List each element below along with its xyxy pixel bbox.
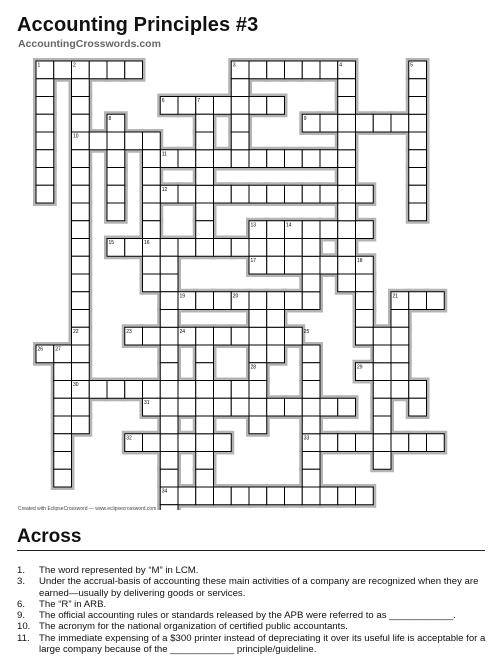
grid-cell[interactable] <box>338 79 356 97</box>
grid-cell[interactable] <box>160 381 178 399</box>
grid-cell[interactable] <box>214 185 232 203</box>
grid-cell[interactable] <box>338 398 356 416</box>
grid-cell[interactable] <box>196 487 214 505</box>
grid-cell[interactable] <box>196 185 214 203</box>
clue-number: 3. <box>17 576 26 588</box>
cell-clue-number: 5 <box>410 62 414 69</box>
cell-clue-number: 25 <box>303 328 310 335</box>
grid-cell[interactable] <box>36 79 54 97</box>
grid-cell[interactable] <box>107 150 125 168</box>
grid-cell[interactable] <box>214 292 232 310</box>
grid-cell[interactable] <box>196 132 214 150</box>
grid-cell[interactable] <box>302 150 320 168</box>
grid-cell[interactable] <box>125 61 143 79</box>
grid-cell[interactable] <box>196 150 214 168</box>
grid-cell[interactable] <box>373 452 391 470</box>
cell-clue-number: 19 <box>179 293 186 300</box>
grid-cell[interactable] <box>373 381 391 399</box>
grid-cell[interactable] <box>36 185 54 203</box>
grid-cell[interactable] <box>302 469 320 487</box>
grid-cell[interactable] <box>249 310 267 328</box>
grid-cell[interactable] <box>196 114 214 132</box>
grid-cell[interactable] <box>267 398 285 416</box>
grid-cell[interactable] <box>285 185 303 203</box>
grid-cell[interactable] <box>178 150 196 168</box>
grid-cell[interactable] <box>320 434 338 452</box>
grid-cell[interactable] <box>160 416 178 434</box>
grid-cell[interactable] <box>267 221 285 239</box>
grid-cell[interactable] <box>356 434 374 452</box>
grid-cell[interactable] <box>231 398 249 416</box>
cell-clue-number: 34 <box>161 488 168 495</box>
grid-cell[interactable] <box>249 97 267 115</box>
grid-cell[interactable] <box>54 61 72 79</box>
grid-cell[interactable] <box>391 434 409 452</box>
cell-clue-number: 24 <box>179 328 186 335</box>
grid-cell[interactable] <box>196 452 214 470</box>
grid-cell[interactable] <box>302 61 320 79</box>
grid-cell[interactable] <box>391 310 409 328</box>
grid-cell[interactable] <box>72 150 90 168</box>
cell-clue-number: 6 <box>161 98 165 104</box>
grid-cell[interactable] <box>249 239 267 257</box>
grid-cell[interactable] <box>285 327 303 345</box>
grid-cell[interactable] <box>72 274 90 292</box>
grid-cell[interactable] <box>409 381 427 399</box>
grid-cell[interactable] <box>72 345 90 363</box>
grid-cell[interactable] <box>320 221 338 239</box>
grid-cell[interactable] <box>160 239 178 257</box>
grid-cell[interactable] <box>302 239 320 257</box>
grid-cell[interactable] <box>107 132 125 150</box>
grid-cell[interactable] <box>160 310 178 328</box>
grid-cell[interactable] <box>267 345 285 363</box>
grid-cell[interactable] <box>125 381 143 399</box>
cell-clue-number: 9 <box>303 115 307 122</box>
grid-cell[interactable] <box>249 381 267 399</box>
grid-cell[interactable] <box>143 256 161 274</box>
puzzle-source: AccountingCrosswords.com <box>18 38 161 50</box>
clue-item <box>17 576 487 599</box>
grid-cell[interactable] <box>214 239 232 257</box>
grid-cell[interactable] <box>267 327 285 345</box>
grid-cell[interactable] <box>409 203 427 221</box>
grid-cell[interactable] <box>302 292 320 310</box>
grid-cell[interactable] <box>409 97 427 115</box>
grid-cell[interactable] <box>196 168 214 186</box>
grid-cell[interactable] <box>214 97 232 115</box>
grid-cell[interactable] <box>320 61 338 79</box>
grid-cell[interactable] <box>427 434 445 452</box>
grid-cell[interactable] <box>160 452 178 470</box>
grid-cell[interactable] <box>160 398 178 416</box>
grid-cell[interactable] <box>160 274 178 292</box>
grid-cell[interactable] <box>338 185 356 203</box>
grid-cell[interactable] <box>267 61 285 79</box>
grid-cell[interactable] <box>143 150 161 168</box>
cell-clue-number: 26 <box>37 346 44 353</box>
grid-cell[interactable] <box>143 185 161 203</box>
grid-cell[interactable] <box>302 221 320 239</box>
grid-cell[interactable] <box>160 292 178 310</box>
grid-cell[interactable] <box>320 487 338 505</box>
grid-cell[interactable] <box>373 363 391 381</box>
grid-cell[interactable] <box>267 239 285 257</box>
grid-cell[interactable] <box>231 381 249 399</box>
grid-cell[interactable] <box>107 185 125 203</box>
grid-cell[interactable] <box>72 310 90 328</box>
grid-cell[interactable] <box>320 398 338 416</box>
grid-cell[interactable] <box>214 398 232 416</box>
clue-number: 1. <box>17 565 26 576</box>
cell-clue-number: 31 <box>144 399 150 406</box>
grid-cell[interactable] <box>214 150 232 168</box>
grid-cell[interactable] <box>196 239 214 257</box>
grid-cell[interactable] <box>373 416 391 434</box>
grid-cell[interactable] <box>89 132 107 150</box>
clue-item <box>17 599 487 610</box>
grid-cell[interactable] <box>338 168 356 186</box>
grid-cell[interactable] <box>196 363 214 381</box>
grid-cell[interactable] <box>338 97 356 115</box>
cell-clue-number: 28 <box>250 364 257 371</box>
grid-cell[interactable] <box>356 487 374 505</box>
grid-cell[interactable] <box>409 398 427 416</box>
grid-cell[interactable] <box>143 434 161 452</box>
grid-cell[interactable] <box>196 416 214 434</box>
clue-item <box>17 610 487 621</box>
grid-cell[interactable] <box>320 256 338 274</box>
grid-cell[interactable] <box>302 363 320 381</box>
grid-cell[interactable] <box>302 416 320 434</box>
grid-cell[interactable] <box>178 381 196 399</box>
grid-cell[interactable] <box>107 381 125 399</box>
grid-cell[interactable] <box>107 203 125 221</box>
grid-cell[interactable] <box>267 487 285 505</box>
grid-cell[interactable] <box>338 487 356 505</box>
cell-clue-number: 2 <box>73 62 76 69</box>
grid-cell[interactable] <box>338 256 356 274</box>
grid-cell[interactable] <box>196 221 214 239</box>
grid-cell[interactable] <box>356 221 374 239</box>
grid-cell[interactable] <box>196 434 214 452</box>
grid-cell[interactable] <box>72 79 90 97</box>
grid-cell[interactable] <box>72 398 90 416</box>
grid-cell[interactable] <box>36 168 54 186</box>
grid-cell[interactable] <box>178 398 196 416</box>
grid-cell[interactable] <box>338 221 356 239</box>
cell-clue-number: 30 <box>73 382 79 388</box>
grid-cell[interactable] <box>214 381 232 399</box>
grid-cell[interactable] <box>36 150 54 168</box>
grid-cell[interactable] <box>178 487 196 505</box>
grid-cell[interactable] <box>196 381 214 399</box>
grid-cell[interactable] <box>143 203 161 221</box>
cell-clue-number: 22 <box>73 328 79 335</box>
grid-cell[interactable] <box>391 345 409 363</box>
grid-cell[interactable] <box>267 310 285 328</box>
grid-cell[interactable] <box>338 114 356 132</box>
puzzle-title: Accounting Principles #3 <box>17 14 259 36</box>
grid-cell[interactable] <box>249 292 267 310</box>
grid-cell[interactable] <box>302 256 320 274</box>
clue-text: The immediate expensing of a $300 printer instead of depreciating it over its useful life is acceptable for a large company because of the ____________ principle/guideline. <box>39 632 486 656</box>
clue-text: The official accounting rules or standards released by the APB were referred to as ____________. <box>39 610 456 622</box>
grid-cell[interactable] <box>54 381 72 399</box>
grid-cell[interactable] <box>302 487 320 505</box>
cell-clue-number: 21 <box>392 293 399 300</box>
grid-cell[interactable] <box>338 239 356 257</box>
cell-clue-number: 23 <box>126 328 132 335</box>
cell-clue-number: 11 <box>161 151 167 158</box>
clue-text: The acronym for the national organization of certified public accountants. <box>39 621 348 633</box>
grid-cell[interactable] <box>72 292 90 310</box>
clue-text: The “R” in ARB. <box>39 598 107 610</box>
cell-clue-number: 10 <box>73 133 79 140</box>
grid-cell[interactable] <box>231 150 249 168</box>
credit-line: Created with EclipseCrossword — www.eclipsecrossword.com <box>18 506 157 512</box>
grid-cell[interactable] <box>178 239 196 257</box>
grid-cell[interactable] <box>249 61 267 79</box>
grid-cell[interactable] <box>54 469 72 487</box>
grid-cell[interactable] <box>338 203 356 221</box>
grid-cell[interactable] <box>54 398 72 416</box>
grid-cell[interactable] <box>214 487 232 505</box>
grid-cell[interactable] <box>72 185 90 203</box>
grid-cell[interactable] <box>178 434 196 452</box>
grid-cell[interactable] <box>160 345 178 363</box>
clue-item <box>17 633 487 656</box>
grid-cell[interactable] <box>409 185 427 203</box>
cell-clue-number: 13 <box>250 222 257 229</box>
grid-cell[interactable] <box>409 292 427 310</box>
grid-cell[interactable] <box>160 256 178 274</box>
grid-cell[interactable] <box>196 203 214 221</box>
grid-cell[interactable] <box>356 274 374 292</box>
grid-cell[interactable] <box>373 327 391 345</box>
grid-cell[interactable] <box>89 381 107 399</box>
grid-cell[interactable] <box>373 398 391 416</box>
grid-cell[interactable] <box>391 381 409 399</box>
grid-cell[interactable] <box>125 132 143 150</box>
grid-cell[interactable] <box>302 345 320 363</box>
grid-cell[interactable] <box>231 97 249 115</box>
grid-cell[interactable] <box>356 114 374 132</box>
grid-cell[interactable] <box>391 114 409 132</box>
cell-clue-number: 17 <box>250 257 257 264</box>
grid-cell[interactable] <box>409 114 427 132</box>
grid-cell[interactable] <box>267 150 285 168</box>
grid-cell[interactable] <box>249 327 267 345</box>
grid-cell[interactable] <box>72 363 90 381</box>
grid-cell[interactable] <box>143 221 161 239</box>
clue-number: 6. <box>17 598 26 610</box>
clue-item <box>17 565 487 576</box>
grid-cell[interactable] <box>196 292 214 310</box>
grid-cell[interactable] <box>373 434 391 452</box>
grid-cell[interactable] <box>160 469 178 487</box>
grid-cell[interactable] <box>249 416 267 434</box>
grid-cell[interactable] <box>356 292 374 310</box>
grid-cell[interactable] <box>178 97 196 115</box>
grid-cell[interactable] <box>72 97 90 115</box>
grid-cell[interactable] <box>249 345 267 363</box>
cell-clue-number: 15 <box>108 240 115 246</box>
clue-text: Under the accrual-basis of accounting these main activities of a company are recognized when they are earned—usually by delivering goods or services. <box>39 576 479 599</box>
grid-cell[interactable] <box>285 487 303 505</box>
grid-cell[interactable] <box>72 114 90 132</box>
grid-cell[interactable] <box>320 114 338 132</box>
clue-item <box>17 621 487 632</box>
grid-cell[interactable] <box>196 398 214 416</box>
cell-clue-number: 27 <box>55 346 61 353</box>
grid-cell[interactable] <box>338 132 356 150</box>
grid-cell[interactable] <box>214 327 232 345</box>
cell-clue-number: 16 <box>144 240 150 246</box>
grid-cell[interactable] <box>320 150 338 168</box>
cell-clue-number: 12 <box>161 186 168 193</box>
grid-cell[interactable] <box>89 61 107 79</box>
grid-cell[interactable] <box>373 114 391 132</box>
grid-cell[interactable] <box>231 132 249 150</box>
grid-cell[interactable] <box>391 363 409 381</box>
cell-clue-number: 14 <box>286 222 292 229</box>
clue-number: 11. <box>17 632 30 644</box>
across-heading: Across <box>17 526 82 547</box>
grid-cell[interactable] <box>54 434 72 452</box>
grid-cell[interactable] <box>231 185 249 203</box>
grid-cell[interactable] <box>143 327 161 345</box>
cell-clue-number: 20 <box>232 293 239 300</box>
grid-cell[interactable] <box>143 168 161 186</box>
grid-cell[interactable] <box>409 79 427 97</box>
grid-cell[interactable] <box>409 150 427 168</box>
clue-number: 9. <box>17 610 26 622</box>
grid-cell[interactable] <box>72 256 90 274</box>
cell-clue-number: 18 <box>357 257 363 264</box>
grid-cell[interactable] <box>231 239 249 257</box>
grid-cell[interactable] <box>338 274 356 292</box>
grid-cell[interactable] <box>249 487 267 505</box>
cell-clue-number: 33 <box>303 435 310 442</box>
grid-cell[interactable] <box>54 416 72 434</box>
grid-cell[interactable] <box>267 185 285 203</box>
grid-cell[interactable] <box>36 114 54 132</box>
grid-cell[interactable] <box>72 203 90 221</box>
grid-cell[interactable] <box>409 132 427 150</box>
grid-cell[interactable] <box>231 327 249 345</box>
grid-cell[interactable] <box>36 97 54 115</box>
grid-cell[interactable] <box>54 363 72 381</box>
grid-cell[interactable] <box>285 256 303 274</box>
grid-cell[interactable] <box>285 398 303 416</box>
grid-cell[interactable] <box>338 150 356 168</box>
grid-cell[interactable] <box>285 61 303 79</box>
grid-cell[interactable] <box>249 150 267 168</box>
grid-cell[interactable] <box>231 114 249 132</box>
cell-clue-number: 4 <box>339 62 343 69</box>
grid-cell[interactable] <box>356 327 374 345</box>
grid-cell[interactable] <box>302 274 320 292</box>
grid-cell[interactable] <box>285 239 303 257</box>
grid-cell[interactable] <box>107 168 125 186</box>
grid-cell[interactable] <box>231 79 249 97</box>
grid-cell[interactable] <box>249 185 267 203</box>
grid-cell[interactable] <box>143 381 161 399</box>
grid-cell[interactable] <box>356 185 374 203</box>
grid-cell[interactable] <box>160 363 178 381</box>
heading-divider <box>17 550 485 551</box>
cell-clue-number: 8 <box>108 115 112 122</box>
grid-cell[interactable] <box>373 345 391 363</box>
grid-cell[interactable] <box>320 185 338 203</box>
clue-text: The word represented by “M” in LCM. <box>39 565 199 576</box>
clue-number: 10. <box>17 621 31 633</box>
grid-cell[interactable] <box>196 345 214 363</box>
grid-cell[interactable] <box>302 381 320 399</box>
grid-cell[interactable] <box>302 185 320 203</box>
cell-clue-number: 1 <box>37 62 41 69</box>
grid-cell[interactable] <box>267 292 285 310</box>
grid-cell[interactable] <box>267 97 285 115</box>
grid-cell[interactable] <box>36 132 54 150</box>
grid-cell[interactable] <box>338 434 356 452</box>
grid-cell[interactable] <box>160 505 178 510</box>
grid-cell[interactable] <box>160 434 178 452</box>
grid-cell[interactable] <box>125 239 143 257</box>
grid-cell[interactable] <box>391 327 409 345</box>
grid-cell[interactable] <box>356 310 374 328</box>
grid-cell[interactable] <box>285 150 303 168</box>
grid-cell[interactable] <box>249 398 267 416</box>
cell-clue-number: 32 <box>126 435 132 442</box>
grid-cell[interactable] <box>427 292 445 310</box>
grid-cell[interactable] <box>267 256 285 274</box>
cell-clue-number: 3 <box>232 62 236 69</box>
grid-cell[interactable] <box>302 398 320 416</box>
grid-cell[interactable] <box>196 327 214 345</box>
across-clue-list <box>17 565 487 655</box>
grid-cell[interactable] <box>178 185 196 203</box>
grid-cell[interactable] <box>409 168 427 186</box>
grid-cell[interactable] <box>231 487 249 505</box>
grid-cell[interactable] <box>196 469 214 487</box>
grid-cell[interactable] <box>160 327 178 345</box>
grid-cell[interactable] <box>409 434 427 452</box>
grid-cell[interactable] <box>285 292 303 310</box>
grid-cell[interactable] <box>54 452 72 470</box>
grid-cell[interactable] <box>143 132 161 150</box>
cell-clue-number: 7 <box>197 98 201 104</box>
cell-clue-number: 29 <box>357 364 363 371</box>
grid-cell[interactable] <box>72 416 90 434</box>
grid-cell[interactable] <box>72 221 90 239</box>
grid-cell[interactable] <box>143 274 161 292</box>
grid-cell[interactable] <box>72 168 90 186</box>
grid-cell[interactable] <box>214 434 232 452</box>
grid-cell[interactable] <box>302 452 320 470</box>
grid-cell[interactable] <box>72 239 90 257</box>
grid-cell[interactable] <box>107 61 125 79</box>
